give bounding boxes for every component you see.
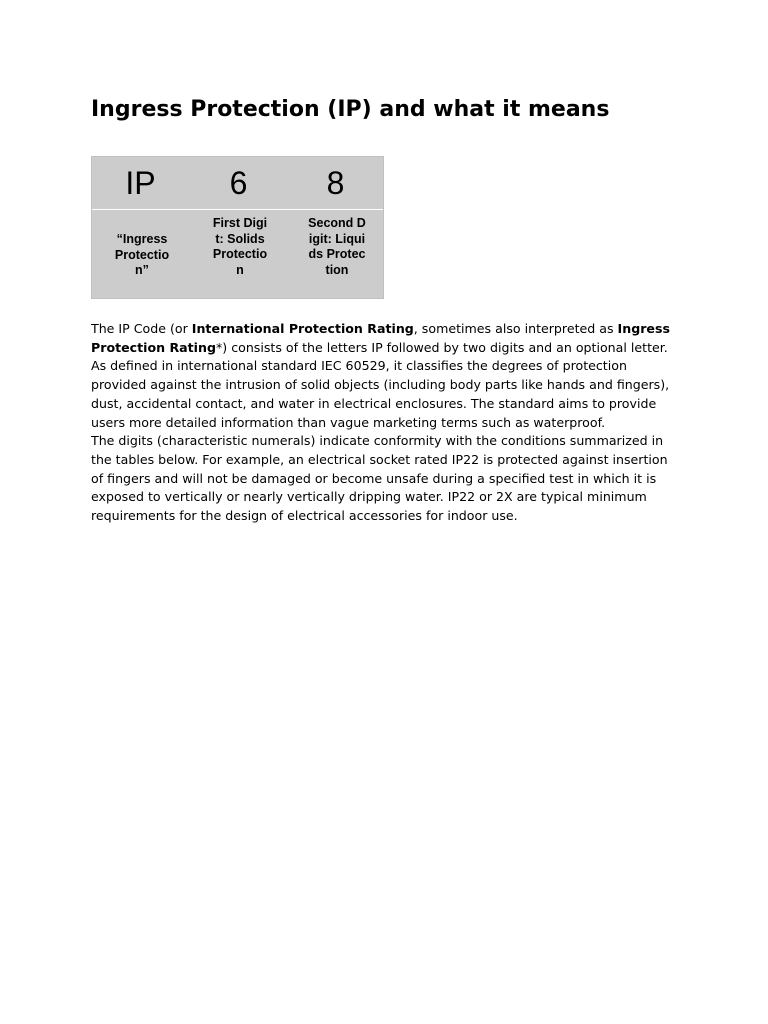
page-title: Ingress Protection (IP) and what it means — [91, 97, 610, 122]
ip-code-header-row — [92, 157, 383, 210]
paragraph-text: , sometimes also interpreted as — [413, 321, 618, 336]
ip-letters-description: “Ingress Protection” — [114, 232, 170, 278]
paragraph-text: *) consists of the letters IP followed by two digits and an optional letter. As defined in international standard IEC 60529, it classifies the degrees of protection provided against the intrusion of solid objects (including body parts like hands and fingers), dust, accidental contact, and water in electrical enclosures. The standard aims to provide users more detailed information than vague marketing terms such as waterproof. — [91, 339, 670, 430]
bold-term-ingress-protection-rating: Ingress Protection Rating — [91, 321, 670, 355]
ip-letters-cell: IP — [125, 165, 156, 201]
ip-code-description-row — [92, 210, 383, 298]
second-digit-cell: 8 — [326, 165, 345, 201]
ip-code-table — [91, 156, 384, 299]
paragraph-ip-code-definition — [91, 320, 681, 432]
first-digit-cell: 6 — [229, 165, 248, 201]
bold-term-international-protection-rating: International Protection Rating — [191, 321, 414, 336]
paragraph-text: The IP Code (or — [91, 321, 192, 336]
second-digit-description: Second Digit: Liquids Protection — [308, 216, 366, 277]
first-digit-description: First Digit: Solids Protection — [212, 216, 268, 277]
paragraph-digits-explanation: The digits (characteristic numerals) indicate conformity with the conditions summarized in the tables below. For example, an electrical socket rated IP22 is protected against insertion of fingers and will not be damaged or become unsafe during a specified test in which it is exposed to vertically or nearly vertically dripping water. IP22 or 2X are typical minimum requirements for the design of electrical accessories for indoor use. — [91, 433, 668, 524]
body-text — [91, 320, 681, 526]
